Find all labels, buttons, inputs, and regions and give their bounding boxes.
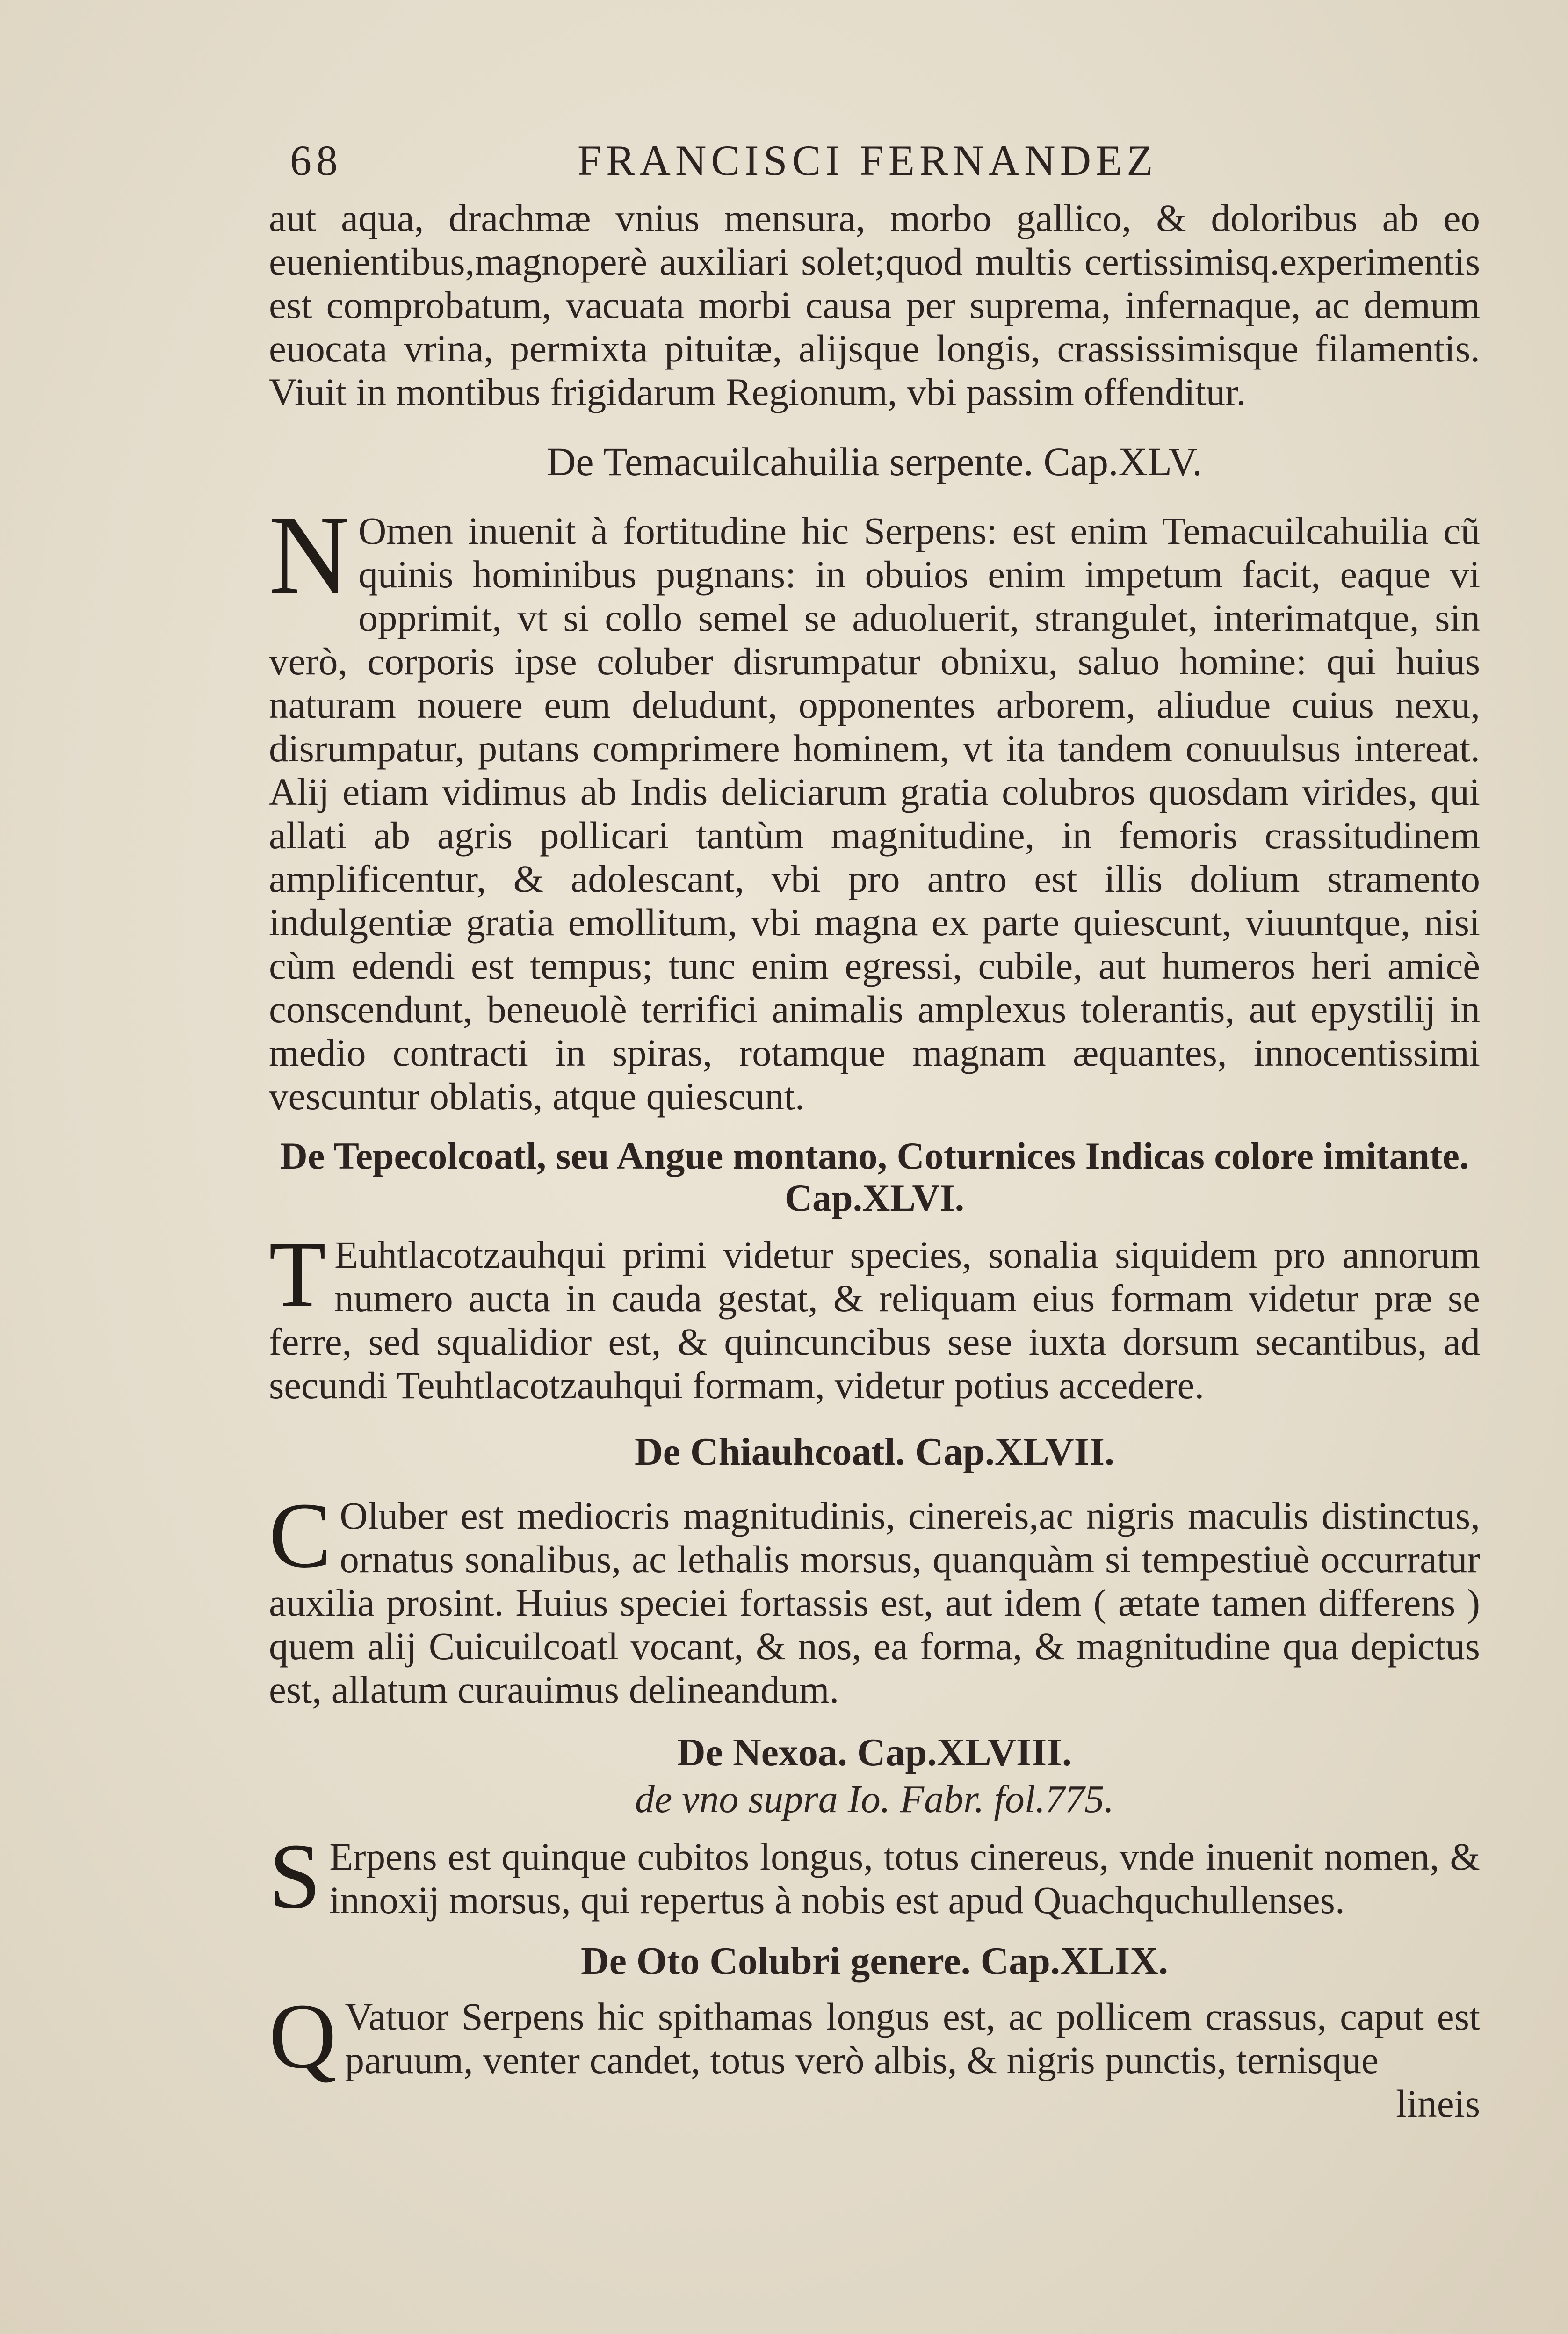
chapter-body-46 [269,1223,1480,1407]
text-block [269,126,1480,2125]
chapter-heading-46: De Tepecolcoatl, seu Angue montano, Coturnices Indicas colore imitante. Cap.XLVI. [280,1134,1469,1219]
chapter-heading-47: De Chiauhcoatl. Cap.XLVII. [634,1430,1115,1474]
drop-cap: Q [269,1985,337,2088]
chapter-body-45 [269,492,1480,1118]
chapter-subheading-48: de vno supra Io. Fabr. fol.775. [635,1778,1114,1821]
page-number: 68 [290,137,342,184]
chapter-heading-45: De Temacuilcahuilia serpente. Cap.XLV. [547,439,1202,484]
chapter-text: Euhtlacotzauhqui primi videtur species, sonalia siquidem pro annorum numero aucta in cauda gestat, & reliquam eius formam videtur præ se ferre, sed squalidior est, & quincuncibus sese iuxta dorsum secantibus, ad secundi Teuhtlacotzauhqui formam, videtur potius accedere. [269,1233,1480,1407]
chapter-text: Erpens est quinque cubitos longus, totus cinereus, vnde inuenit nomen, & innoxij morsus, qui repertus à nobis est apud Quachquchullenses. [329,1835,1480,1922]
chapter-heading-48: De Nexoa. Cap.XLVIII. [677,1731,1072,1774]
chapter-body-49 [269,1985,1480,2125]
drop-cap: S [269,1825,321,1928]
running-title: FRANCISCI FERNANDEZ [578,137,1158,184]
chapter-text: Omen inuenit à fortitudine hic Serpens: est enim Temacuilcahuilia cũ quinis hominibus pugnans: in obuios enim impetum facit, eaque vi opprimit, vt si collo semel se aduoluerit, strangulet, interimatque, sin verò, corporis ipse coluber disrumpatur obnixu, saluo homine: qui huius naturam nouere eum deludunt, opponentes arborem, aliudue cuius nexu, disrumpatur, putans comprimere hominem, vt ita tandem conuulsus intereat. Alij etiam vidimus ab Indis deliciarum gratia colubros quosdam virides, qui allati ab agris pollicari tantùm magnitudine, in femoris crassitudinem amplificentur, & adolescant, vbi pro antro est illis dolium stramento indulgentiæ gratia emollitum, vbi magna ex parte quiescunt, viuuntque, nisi cùm edendi est tempus; tunc enim egressi, cubile, aut humeros heri amicè conscendunt, beneuolè terrifici animalis amplexus tolerantis, aut epystilij in medio contracti in spiras, rotamque magnam æquantes, innocentissimi vescuntur oblatis, atque quiescunt. [269,509,1480,1118]
chapter-body-48 [269,1825,1480,1928]
chapter-heading-49: De Oto Colubri genere. Cap.XLIX. [580,1939,1169,1983]
catchword: lineis [1396,2082,1480,2125]
intro-paragraph: aut aqua, drachmæ vnius mensura, morbo gallico, & doloribus ab eo euenientibus,magnoperè auxiliari solet;quod multis certissimisq.experimentis est comprobatum, vacuata morbi causa per suprema, infernaque, ac demum euocata vrina, permixta pituitæ, alijsque longis, crassissimisque filamentis. Viuit in montibus frigidarum Regionum, vbi passim offenditur. [269,196,1480,413]
drop-cap: T [269,1223,326,1326]
drop-cap: N [269,492,350,617]
running-head [269,126,1480,196]
chapter-text: Vatuor Serpens hic spithamas longus est, ac pollicem crassus, caput est paruum, venter candet, totus verò albis, & nigris punctis, ternisque [345,1995,1480,2081]
chapter-body-47 [269,1484,1480,1712]
drop-cap: C [269,1484,332,1587]
chapter-text: Oluber est mediocris magnitudinis, cinereis,ac nigris maculis distinctus, ornatus sonalibus, ac lethalis morsus, quanquàm si tempestiuè occurratur auxilia prosint. Huius speciei fortassis est, aut idem ( ætate tamen differens ) quem alij Cuicuilcoatl vocant, & nos, ea forma, & magnitudine qua depictus est, allatum curauimus delineandum. [269,1494,1480,1711]
